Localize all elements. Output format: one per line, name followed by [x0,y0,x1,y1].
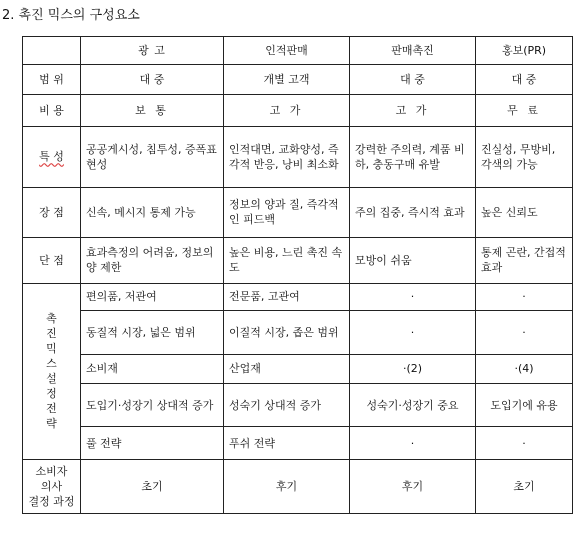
pros-row [23,187,573,237]
decision-label-text: 소비자 의사 결정 과정 [28,464,75,508]
table-cell: 보 통 [81,95,224,126]
header-row [23,37,573,65]
strategy-label [23,283,81,459]
table-cell: · [350,283,476,310]
table-cell: · [476,427,573,459]
table-cell: 후기 [224,459,350,513]
table-cell: 주의 집중, 즉시적 효과 [350,187,476,237]
promotion-mix-table [22,36,573,514]
table-cell: 정보의 양과 질, 즉각적인 피드백 [224,187,350,237]
header-advertising: 광 고 [81,37,224,65]
row-label: 단 점 [23,237,81,283]
table-cell: 고 가 [350,95,476,126]
table-cell: 신속, 메시지 통제 가능 [81,187,224,237]
table-cell: · [476,310,573,354]
header-personal-selling: 인적판매 [224,37,350,65]
table-cell: 높은 비용, 느린 촉진 속도 [224,237,350,283]
table-cell: 소비재 [81,354,224,383]
strategy-row [23,354,573,383]
row-label: 비 용 [23,95,81,126]
table-cell: · [350,427,476,459]
strategy-label-text: 촉 진 믹 스 설 정 전 략 [46,312,57,431]
table-cell: 도입기에 유용 [476,383,573,427]
table-cell: 대 중 [81,65,224,95]
header-sales-promotion: 판매촉진 [350,37,476,65]
cons-row [23,237,573,283]
table-cell: 동질적 시장, 넓은 범위 [81,310,224,354]
table-cell: 푸쉬 전략 [224,427,350,459]
header-pr: 홍보(PR) [476,37,573,65]
table-cell: · [476,283,573,310]
table-cell: 통제 곤란, 간접적 효과 [476,237,573,283]
row-label: 장 점 [23,187,81,237]
table-cell: 전문품, 고관여 [224,283,350,310]
table-cell: 대 중 [476,65,573,95]
decision-row [23,459,573,513]
table-cell: 초기 [81,459,224,513]
table-cell: 이질적 시장, 좁은 범위 [224,310,350,354]
row-label [23,126,81,187]
table-cell: 도입기·성장기 상대적 증가 [81,383,224,427]
section-title: 2. 촉진 믹스의 구성요소 [2,8,140,23]
cost-row [23,95,573,126]
table-cell: · [350,310,476,354]
table-cell: 초기 [476,459,573,513]
table-cell: 공공게시성, 침투성, 증폭표현성 [81,126,224,187]
corner-cell [23,37,81,65]
table-cell: 진실성, 무방비, 각색의 가능 [476,126,573,187]
decision-label [23,459,81,513]
table-cell: 풀 전략 [81,427,224,459]
strategy-row [23,427,573,459]
strategy-row [23,310,573,354]
table-cell: 모방이 쉬움 [350,237,476,283]
table-cell: 개별 고객 [224,65,350,95]
table-cell: 편의품, 저관여 [81,283,224,310]
table-cell: 무 료 [476,95,573,126]
table-cell: 효과측정의 어려움, 정보의 양 제한 [81,237,224,283]
target-row [23,65,573,95]
table-cell: ·(4) [476,354,573,383]
table-cell: 인적대면, 교화양성, 즉각적 반응, 낭비 최소화 [224,126,350,187]
traits-row [23,126,573,187]
table-cell: 강력한 주의력, 계품 비하, 충동구매 유발 [350,126,476,187]
table-cell: 산업재 [224,354,350,383]
table-cell: 성숙기·성장기 중요 [350,383,476,427]
table-cell: 후기 [350,459,476,513]
table-cell: 성숙기 상대적 증가 [224,383,350,427]
row-label-text: 특 성 [39,150,64,164]
table-cell: 높은 신뢰도 [476,187,573,237]
table-cell: ·(2) [350,354,476,383]
strategy-row [23,383,573,427]
table-cell: 대 중 [350,65,476,95]
table-cell: 고 가 [224,95,350,126]
row-label: 범 위 [23,65,81,95]
strategy-row [23,283,573,310]
